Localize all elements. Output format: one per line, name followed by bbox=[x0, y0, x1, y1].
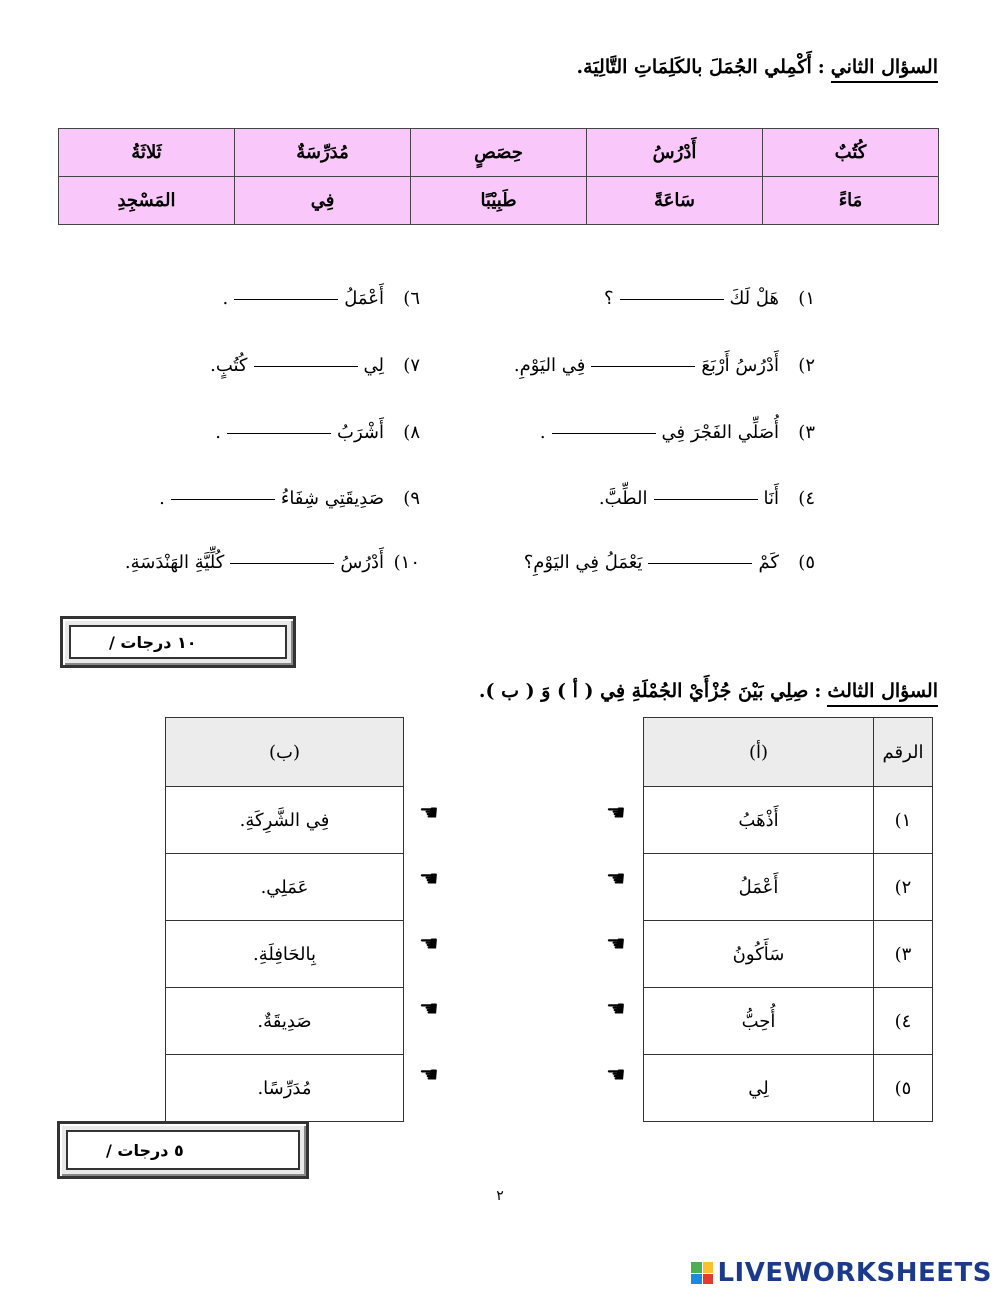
question-2-instruction: أَكْمِلي الجُمَلَ بالكَلِمَاتِ التَّالِيَة. bbox=[576, 56, 812, 78]
sentence-part-b[interactable]: فِي الشَّرِكَةِ. bbox=[166, 787, 404, 854]
pointing-hand-icon[interactable]: ☚ bbox=[606, 932, 626, 957]
word-bank-cell: فِي bbox=[235, 177, 411, 225]
pointing-hand-icon[interactable]: ☚ bbox=[606, 997, 626, 1022]
sentence-7 bbox=[210, 355, 420, 376]
pointing-hand-icon[interactable]: ☚ bbox=[606, 867, 626, 892]
sentence-text-before: أَدْرُسُ bbox=[340, 552, 384, 573]
sentence-10 bbox=[125, 552, 420, 573]
sentence-part-a[interactable]: لِي bbox=[644, 1055, 874, 1122]
table-row bbox=[166, 787, 404, 854]
sentence-text-after: . bbox=[215, 422, 222, 443]
sentence-number: ٦) bbox=[403, 288, 420, 309]
row-number: ٢) bbox=[874, 854, 933, 921]
question-2-label: السؤال الثاني bbox=[831, 56, 938, 83]
sentence-number: ٢) bbox=[798, 355, 815, 376]
table-a bbox=[643, 717, 933, 1122]
question-3-colon: : bbox=[814, 680, 822, 702]
sentence-number: ٥) bbox=[798, 552, 815, 573]
word-bank-cell: ثَلاثَةُ bbox=[59, 129, 235, 177]
question-3-instruction: صِلِي بَيْنَ جُزْأَيْ الجُمْلَةِ فِي ( أ ) وَ ( ب ). bbox=[478, 680, 809, 702]
sentence-2 bbox=[514, 355, 815, 376]
sentence-number: ٤) bbox=[798, 488, 815, 509]
sentence-text-before: لِي bbox=[363, 355, 384, 376]
word-bank-cell: مَاءً bbox=[763, 177, 939, 225]
sentence-part-a[interactable]: أُحِبُّ bbox=[644, 988, 874, 1055]
word-bank-cell: طَبِيْبًا bbox=[411, 177, 587, 225]
pointing-hand-icon[interactable]: ☚ bbox=[419, 997, 439, 1022]
sentence-text-after: . bbox=[539, 422, 546, 443]
sentence-5 bbox=[524, 552, 815, 573]
sentence-text-after: الطِّبَّ. bbox=[598, 488, 648, 509]
row-number: ٣) bbox=[874, 921, 933, 988]
sentence-text-after: . bbox=[222, 288, 229, 309]
header-a: (أ) bbox=[644, 718, 874, 787]
table-row bbox=[644, 1055, 933, 1122]
sentence-text-before: صَدِيقَتِي شِفَاءُ bbox=[280, 488, 384, 509]
word-bank-cell: أَدْرُسُ bbox=[587, 129, 763, 177]
answer-blank[interactable] bbox=[552, 432, 656, 434]
pointing-hand-icon[interactable]: ☚ bbox=[419, 801, 439, 826]
pointing-hand-icon[interactable]: ☚ bbox=[606, 1063, 626, 1088]
row-number: ٥) bbox=[874, 1055, 933, 1122]
sentence-9 bbox=[159, 488, 420, 509]
score-box-question-2 bbox=[60, 616, 296, 668]
score-text: / ١٠ درجات bbox=[69, 625, 287, 659]
table-row bbox=[644, 787, 933, 854]
sentence-number: ١) bbox=[798, 288, 815, 309]
question-3-heading bbox=[479, 680, 938, 707]
table-row bbox=[644, 854, 933, 921]
sentence-text-before: هَلْ لَكَ bbox=[729, 288, 779, 309]
pointing-hand-icon[interactable]: ☚ bbox=[419, 867, 439, 892]
answer-blank[interactable] bbox=[654, 498, 758, 500]
word-bank-table bbox=[58, 128, 939, 225]
sentence-text-after: . bbox=[159, 488, 165, 509]
word-bank-cell: مُدَرِّسَةٌ bbox=[235, 129, 411, 177]
sentence-text-after: كُلِّيَّةِ الهَنْدَسَةِ. bbox=[124, 552, 225, 573]
word-bank-cell: المَسْجِدِ bbox=[59, 177, 235, 225]
table-row bbox=[644, 988, 933, 1055]
sentence-part-a[interactable]: سَأَكُونُ bbox=[644, 921, 874, 988]
pointing-hand-icon[interactable]: ☚ bbox=[606, 801, 626, 826]
answer-blank[interactable] bbox=[234, 298, 338, 300]
word-bank-row bbox=[59, 177, 939, 225]
table-row bbox=[166, 921, 404, 988]
answer-blank[interactable] bbox=[227, 432, 331, 434]
sentence-part-b[interactable]: صَدِيقَةٌ. bbox=[166, 988, 404, 1055]
answer-blank[interactable] bbox=[171, 498, 275, 500]
score-text: / ٥ درجات bbox=[66, 1130, 300, 1170]
sentence-number: ٨) bbox=[403, 422, 420, 443]
table-row bbox=[644, 921, 933, 988]
sentence-1 bbox=[604, 288, 815, 309]
sentence-part-b[interactable]: عَمَلِي. bbox=[166, 854, 404, 921]
question-3-label: السؤال الثالث bbox=[827, 680, 938, 707]
logo-text: LIVEWORKSHEETS bbox=[717, 1258, 992, 1288]
sentence-number: ٩) bbox=[403, 488, 420, 509]
word-bank-cell: كُتُبٌ bbox=[763, 129, 939, 177]
table-row bbox=[166, 988, 404, 1055]
question-2-colon: : bbox=[817, 56, 825, 78]
pointing-hand-icon[interactable]: ☚ bbox=[419, 932, 439, 957]
answer-blank[interactable] bbox=[620, 298, 724, 300]
sentence-8 bbox=[215, 422, 420, 443]
sentence-text-after: فِي اليَوْمِ. bbox=[513, 355, 586, 376]
sentence-4 bbox=[599, 488, 815, 509]
sentence-text-before: أَنَا bbox=[763, 488, 779, 509]
sentence-text-after: كُتُبٍ. bbox=[210, 355, 248, 376]
row-number: ٤) bbox=[874, 988, 933, 1055]
sentence-number: ٣) bbox=[798, 422, 815, 443]
sentence-text-after: يَعْمَلُ فِي اليَوْمِ؟ bbox=[523, 552, 643, 573]
header-number: الرقم bbox=[874, 718, 933, 787]
question-2-heading bbox=[577, 56, 938, 83]
sentence-part-b[interactable]: مُدَرِّسًا. bbox=[166, 1055, 404, 1122]
sentence-text-after: ؟ bbox=[603, 288, 614, 309]
table-row bbox=[166, 854, 404, 921]
sentence-3 bbox=[540, 422, 815, 443]
word-bank-cell: حِصَصٍ bbox=[411, 129, 587, 177]
table-a-header bbox=[644, 718, 933, 787]
answer-blank[interactable] bbox=[591, 365, 695, 367]
sentence-text-before: أُصَلِّي الفَجْرَ فِي bbox=[661, 422, 779, 443]
row-number: ١) bbox=[874, 787, 933, 854]
sentence-part-a[interactable]: أَذْهَبُ bbox=[644, 787, 874, 854]
page-number: ٢ bbox=[496, 1188, 504, 1204]
sentence-number: ٧) bbox=[403, 355, 420, 376]
answer-blank[interactable] bbox=[230, 562, 334, 564]
sentence-part-a[interactable]: أَعْمَلُ bbox=[644, 854, 874, 921]
sentence-number: ١٠) bbox=[393, 552, 420, 573]
sentence-text-before: أَدْرُسُ أَرْبَعَ bbox=[701, 355, 779, 376]
table-b bbox=[165, 717, 404, 1122]
logo-mark-icon bbox=[691, 1262, 713, 1284]
word-bank-cell: سَاعَةً bbox=[587, 177, 763, 225]
sentence-part-b[interactable]: بِالحَافِلَةِ. bbox=[166, 921, 404, 988]
sentence-text-before: كَمْ bbox=[758, 552, 779, 573]
sentence-6 bbox=[222, 288, 420, 309]
word-bank-row bbox=[59, 129, 939, 177]
table-row bbox=[166, 1055, 404, 1122]
pointing-hand-icon[interactable]: ☚ bbox=[419, 1063, 439, 1088]
table-b-header bbox=[166, 718, 404, 787]
answer-blank[interactable] bbox=[648, 562, 752, 564]
liveworksheets-logo[interactable] bbox=[691, 1258, 992, 1288]
sentence-text-before: أَعْمَلُ bbox=[344, 288, 384, 309]
score-box-question-3 bbox=[57, 1121, 309, 1179]
header-b: (ب) bbox=[166, 718, 404, 787]
answer-blank[interactable] bbox=[254, 365, 358, 367]
sentence-text-before: أَشْرَبُ bbox=[337, 422, 384, 443]
